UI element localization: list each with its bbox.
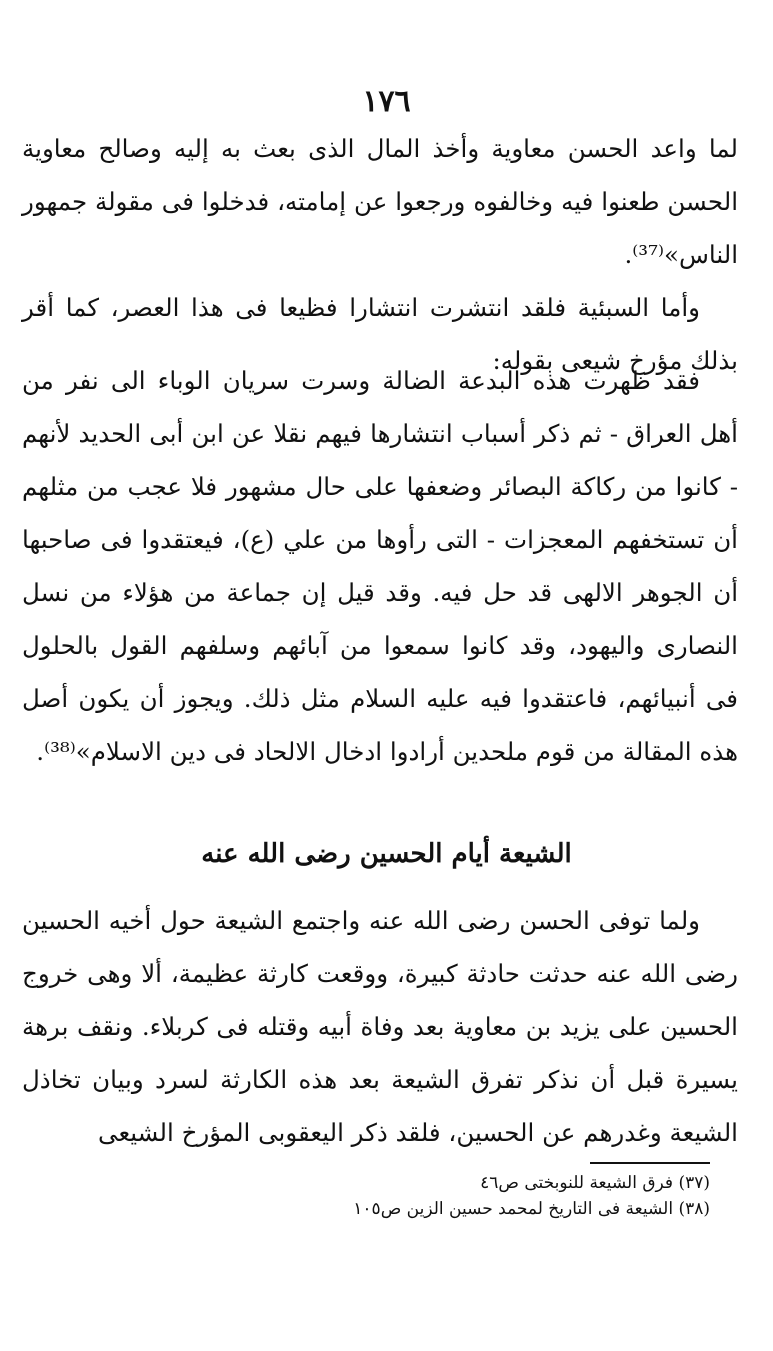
footnote-38: (٣٨) الشيعة فى التاريخ لمحمد حسين الزين ص١٠٥ [353,1199,710,1219]
paragraph-3-quote: فقد ظهرت هذه البدعة الضالة وسرت سريان الوباء الى نفر من أهل العراق - ثم ذكر أسباب انتشارها فيهم نقلا عن ابن أبى الحديد لأنهم - كانوا من ركاكة البصائر وضعفها على حال مشهور فلا عجب من مثلهم أن تستخفهم المعجزات - التى رأوها من علي (ع)، فيعتقدوا فى صاحبها أن الجوهر الالهى قد حل فيه. وقد قيل إن جماعة من هؤلاء من نسل النصارى واليهود، وقد كانوا سمعوا من آبائهم وسلفهم القول بالحلول فى أنبيائهم، فاعتقدوا فيه عليه السلام مثل ذلك. ويجوز أن يكون أصل هذه المقالة من قوم ملحدين أرادوا ادخال الالحاد فى دين الاسلام»⁽³⁸⁾. [22,366,738,766]
footnote-37: (٣٧) فرق الشيعة للنوبختى ص٤٦ [480,1173,710,1193]
section-heading: الشيعة أيام الحسين رضى الله عنه [201,839,572,869]
footnote-divider [590,1162,710,1164]
page-number: ١٧٦ [362,84,411,119]
paragraph-2: وأما السبئية فلقد انتشرت انتشارا فظيعا فى هذا العصر، كما أقر بذلك مؤرخ شيعى بقوله: [22,293,738,375]
paragraph-1: لما واعد الحسن معاوية وأخذ المال الذى بعث به إليه وصالح معاوية الحسن طعنوا فيه وخالفوه ورجعوا عن إمامته، فدخلوا فى مقولة جمهور الناس»⁽³⁷⁾. [22,134,738,269]
section-paragraph: ولما توفى الحسن رضى الله عنه واجتمع الشيعة حول أخيه الحسين رضى الله عنه حدثت حادثة كبيرة، ووقعت كارثة عظيمة، ألا وهى خروج الحسين على يزيد بن معاوية بعد وفاة أبيه وقتله فى كربلاء. ونقف برهة يسيرة قبل أن نذكر تفرق الشيعة بعد هذه الكارثة لسرد وبيان تخاذل الشيعة وغدرهم عن الحسين، فلقد ذكر اليعقوبى المؤرخ الشيعى [22,906,738,1147]
footnotes-list [120,1170,710,1222]
